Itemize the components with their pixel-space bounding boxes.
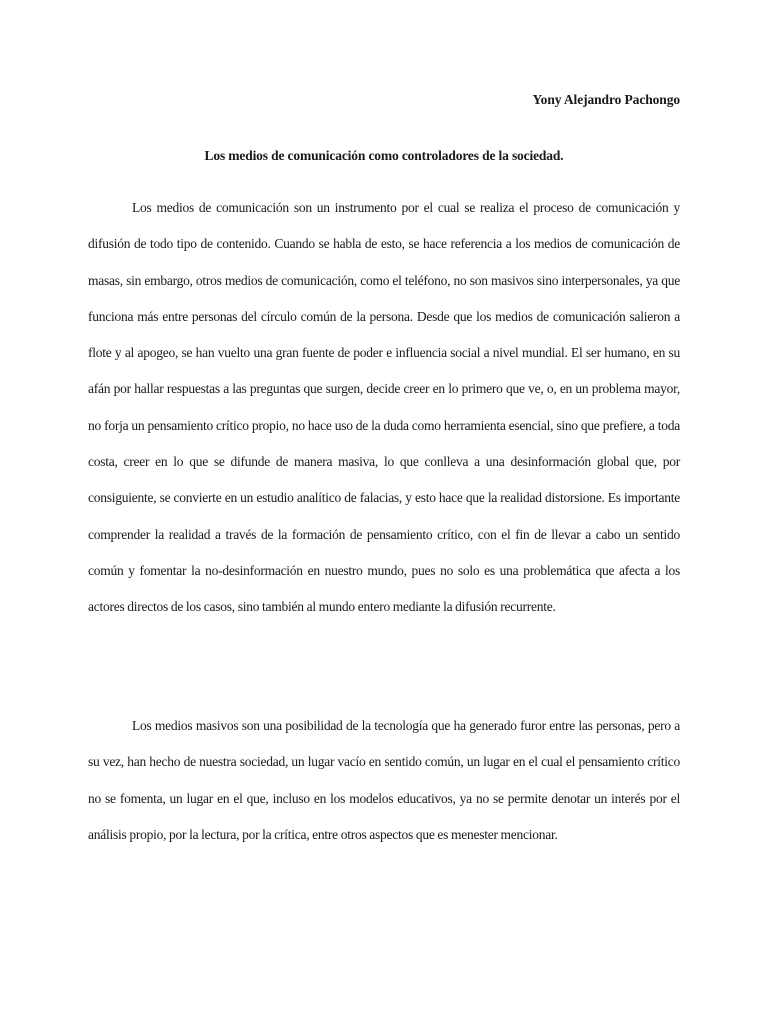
body-paragraph: Los medios masivos son una posibilidad de la tecnología que ha generado furor entre las personas, pero a su vez, han hecho de nuestra sociedad, un lugar vacío en sentido común, un lugar en el cual el pensamiento crítico no se fomenta, un lugar en el que, incluso en los modelos educativos, ya no se permite denotar un interés por el análisis propio, por la lectura, por la crítica, entre otros aspectos que es menester mencionar. — [88, 718, 680, 842]
document-title: Los medios de comunicación como controladores de la sociedad. — [204, 148, 564, 163]
body-paragraph-1-block — [88, 190, 680, 626]
body-paragraph-2-block — [88, 708, 680, 853]
body-paragraph: Los medios de comunicación son un instrumento por el cual se realiza el proceso de comunicación y difusión de todo tipo de contenido. Cuando se habla de esto, se hace referencia a los medios de comunicación de masas, sin embargo, otros medios de comunicación, como el teléfono, no son masivos sino interpersonales, ya que funciona más entre personas del círculo común de la persona. Desde que los medios de comunicación salieron a flote y al apogeo, se han vuelto una gran fuente de poder e influencia social a nivel mundial. El ser humano, en su afán por hallar respuestas a las preguntas que surgen, decide creer en lo primero que ve, o, en un problema mayor, no forja un pensamiento crítico propio, no hace uso de la duda como herramienta esencial, sino que prefiere, a toda costa, creer en lo que se difunde de manera masiva, lo que conlleva a una desinformación global que, por consiguiente, se convierte en un estudio analítico de falacias, y esto hace que la realidad distorsione. Es importante comprender la realidad a través de la formación de pensamiento crítico, con el fin de llevar a cabo un sentido común y fomentar la no-desinformación en nuestro mundo, pues no solo es una problemática que afecta a los actores directos de los casos, sino también al mundo entero mediante la difusión recurrente. — [88, 200, 680, 615]
author-name: Yony Alejandro Pachongo — [532, 92, 680, 107]
